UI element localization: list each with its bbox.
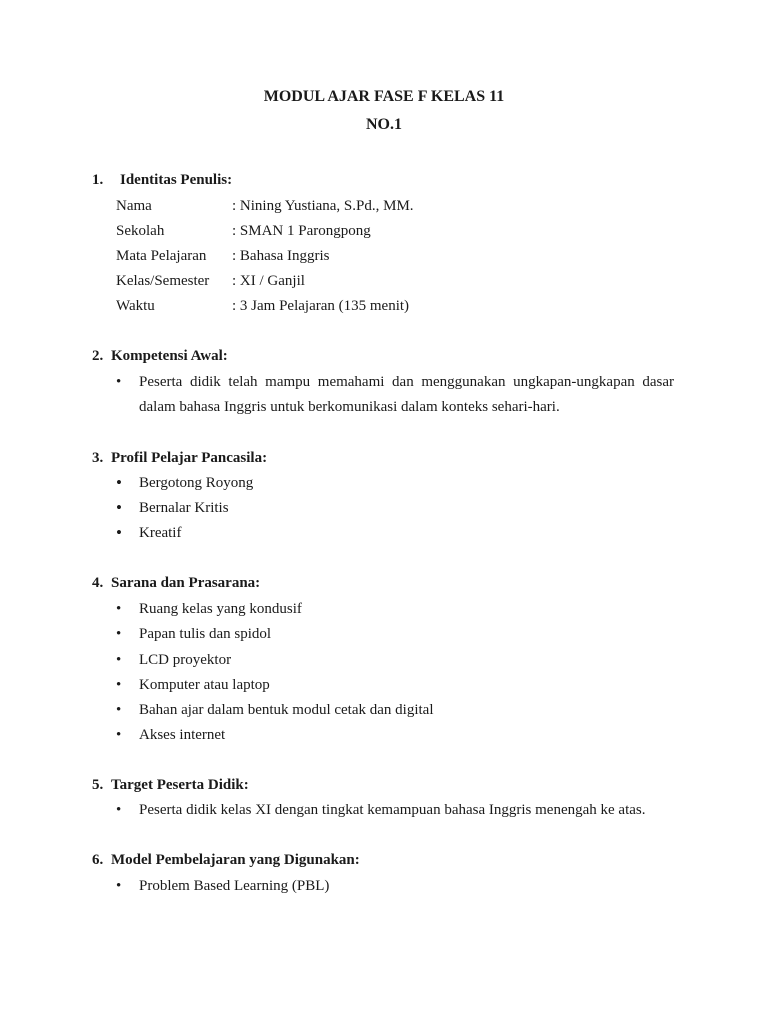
section-2-heading bbox=[92, 348, 228, 365]
section-title: Identitas Penulis: bbox=[120, 172, 233, 188]
kompetensi-line-2: dalam bahasa Inggris untuk berkomunikasi dalam konteks sehari-hari. bbox=[139, 399, 560, 415]
bullet-dot-icon: • bbox=[116, 601, 122, 617]
bullet-text: Bernalar Kritis bbox=[139, 500, 229, 516]
bullet-dot-icon: • bbox=[116, 677, 122, 693]
document-subtitle: NO.1 bbox=[366, 116, 402, 133]
bullet-text: Bergotong Royong bbox=[139, 475, 254, 491]
bullet-text: Akses internet bbox=[139, 727, 226, 743]
identity-value: : XI / Ganjil bbox=[232, 273, 305, 289]
identity-value: : Bahasa Inggris bbox=[232, 248, 330, 264]
section-1-heading bbox=[92, 172, 232, 189]
bullet-text: Papan tulis dan spidol bbox=[139, 626, 272, 642]
section-number: 3. bbox=[92, 450, 104, 466]
bullet-dot-icon: • bbox=[116, 374, 122, 390]
section-title: Sarana dan Prasarana: bbox=[111, 575, 261, 591]
identity-label: Nama bbox=[116, 198, 152, 214]
bullet-text: Ruang kelas yang kondusif bbox=[139, 601, 302, 617]
section-number: 5. bbox=[92, 777, 104, 793]
bullet-dot-icon: • bbox=[116, 473, 122, 492]
section-4-heading bbox=[92, 575, 260, 592]
identity-row-kelas-semester bbox=[116, 273, 305, 290]
section-title: Kompetensi Awal: bbox=[111, 348, 228, 364]
identity-label: Kelas/Semester bbox=[116, 273, 210, 289]
bullet-text: Bahan ajar dalam bentuk modul cetak dan digital bbox=[139, 702, 434, 718]
kompetensi-line-1: Peserta didik telah mampu memahami dan menggunakan ungkapan-ungkapan dasar bbox=[139, 374, 674, 390]
bullet-dot-icon: • bbox=[116, 802, 122, 818]
section-title: Profil Pelajar Pancasila: bbox=[111, 450, 268, 466]
bullet-dot-icon: • bbox=[116, 702, 122, 718]
identity-value: : 3 Jam Pelajaran (135 menit) bbox=[232, 298, 410, 314]
bullet-text: Kreatif bbox=[139, 525, 182, 541]
bullet-dot-icon: • bbox=[116, 523, 122, 542]
section-number: 1. bbox=[92, 172, 104, 188]
identity-row-sekolah bbox=[116, 223, 371, 240]
bullet-dot-icon: • bbox=[116, 727, 122, 743]
identity-label: Sekolah bbox=[116, 223, 165, 239]
bullet-text: Problem Based Learning (PBL) bbox=[139, 878, 330, 894]
section-title: Model Pembelajaran yang Digunakan: bbox=[111, 852, 360, 868]
identity-row-waktu bbox=[116, 298, 409, 315]
section-number: 2. bbox=[92, 348, 104, 364]
bullet-text: Peserta didik kelas XI dengan tingkat kemampuan bahasa Inggris menengah ke atas. bbox=[139, 802, 646, 818]
section-5-heading bbox=[92, 777, 249, 794]
bullet-dot-icon: • bbox=[116, 626, 122, 642]
document-title: MODUL AJAR FASE F KELAS 11 bbox=[263, 88, 505, 105]
section-3-heading bbox=[92, 450, 267, 467]
section-number: 4. bbox=[92, 575, 104, 591]
identity-label: Mata Pelajaran bbox=[116, 248, 207, 264]
identity-value: : Nining Yustiana, S.Pd., MM. bbox=[232, 198, 414, 214]
bullet-dot-icon: • bbox=[116, 498, 122, 517]
section-6-heading bbox=[92, 852, 360, 869]
section-title: Target Peserta Didik: bbox=[111, 777, 249, 793]
section-number: 6. bbox=[92, 852, 104, 868]
bullet-text: Komputer atau laptop bbox=[139, 677, 270, 693]
bullet-dot-icon: • bbox=[116, 878, 122, 894]
bullet-dot-icon: • bbox=[116, 652, 122, 668]
identity-value: : SMAN 1 Parongpong bbox=[232, 223, 371, 239]
identity-row-mata-pelajaran bbox=[116, 248, 329, 265]
bullet-text: LCD proyektor bbox=[139, 652, 232, 668]
identity-label: Waktu bbox=[116, 298, 155, 314]
identity-row-nama bbox=[116, 198, 414, 215]
